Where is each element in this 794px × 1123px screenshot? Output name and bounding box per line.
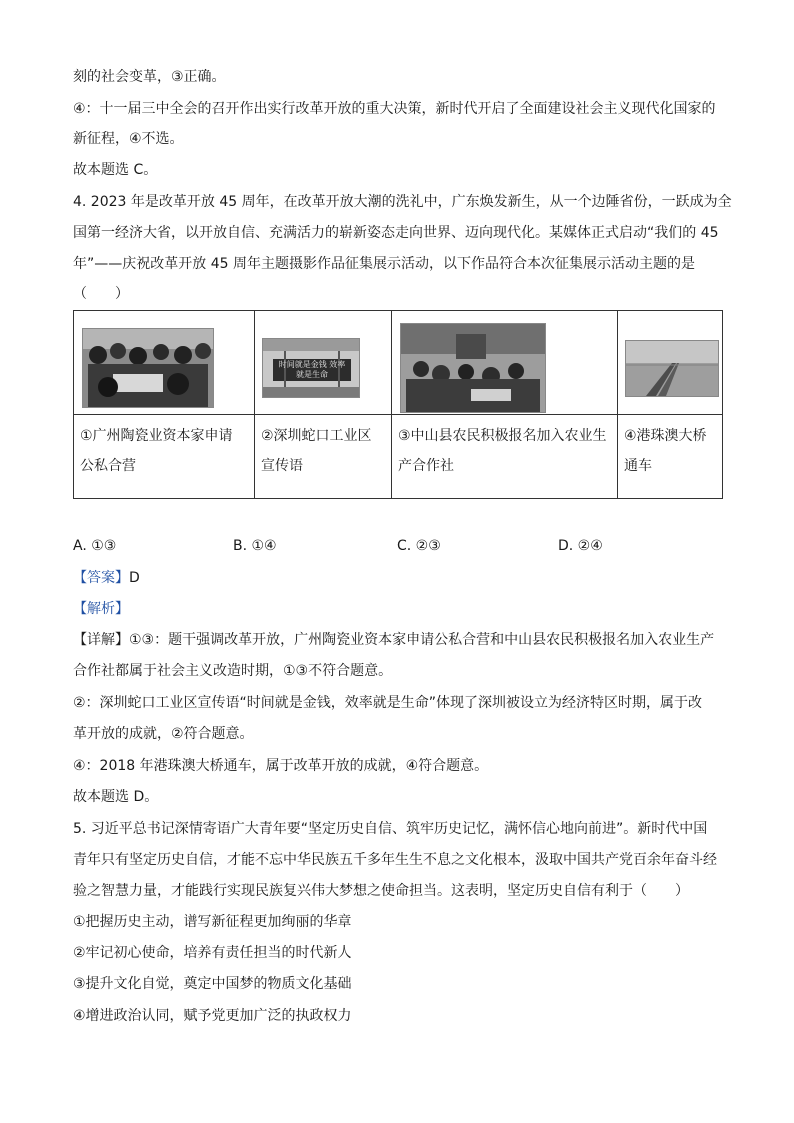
caption-2-line-2: 宣传语 bbox=[261, 458, 303, 474]
caption-4-line-2: 通车 bbox=[624, 458, 652, 474]
caption-3 bbox=[392, 415, 618, 499]
caption-1-line-1: ①广州陶瓷业资本家申请 bbox=[80, 428, 233, 444]
detail-line-2: 合作社都属于社会主义改造时期，①③不符合题意。 bbox=[73, 663, 393, 679]
cooperative-photo bbox=[400, 323, 546, 413]
caption-1 bbox=[74, 415, 255, 499]
answer-line bbox=[73, 568, 140, 588]
q4-stem-3: 年”——庆祝改革开放 45 周年主题摄影作品征集展示活动，以下作品符合本次征集展示活动主题的是 bbox=[73, 256, 695, 272]
detail-line-6: 故本题选 D。 bbox=[73, 789, 159, 805]
detail-label: 【详解】 bbox=[73, 632, 129, 648]
detail-line-4: 革开放的成就，②符合题意。 bbox=[73, 726, 254, 742]
caption-3-line-2: 产合作社 bbox=[398, 458, 454, 474]
q5-stem-2: 青年只有坚定历史自信，才能不忘中华民族五千多年生生不息之文化根本，汲取中国共产党百余年奋斗经 bbox=[73, 852, 717, 868]
detail-line-1 bbox=[73, 630, 714, 650]
caption-1-line-2: 公私合营 bbox=[80, 458, 136, 474]
answer-value: D bbox=[129, 570, 140, 586]
option-c: C. ②③ bbox=[397, 538, 441, 554]
prev-line-2: ④：十一届三中全会的召开作出实行改革开放的重大决策，新时代开启了全面建设社会主义现代化国家的 bbox=[73, 101, 716, 117]
caption-2-line-1: ②深圳蛇口工业区 bbox=[261, 428, 372, 444]
photo-cell-2 bbox=[255, 311, 392, 415]
q5-option-4: ④增进政治认同，赋予党更加广泛的执政权力 bbox=[73, 1008, 352, 1024]
analysis-label: 【解析】 bbox=[73, 601, 129, 617]
q5-stem-3: 验之智慧力量，才能践行实现民族复兴伟大梦想之使命担当。这表明，坚定历史自信有利于（ ） bbox=[73, 883, 689, 899]
detail-text-1: ①③：题干强调改革开放，广州陶瓷业资本家申请公私合营和中山县农民积极报名加入农业生产 bbox=[129, 632, 715, 648]
option-d: D. ②④ bbox=[558, 538, 603, 554]
q5-stem-1: 5. 习近平总书记深情寄语广大青年要“坚定历史自信、筑牢历史记忆，满怀信心地向前进”。新时代中国 bbox=[73, 821, 708, 837]
q5-option-3: ③提升文化自觉，奠定中国梦的物质文化基础 bbox=[73, 976, 352, 992]
option-a: A. ①③ bbox=[73, 538, 117, 554]
q4-photo-table bbox=[73, 310, 723, 499]
detail-line-3: ②：深圳蛇口工业区宣传语“时间就是金钱，效率就是生命”体现了深圳被设立为经济特区时期，属于改 bbox=[73, 695, 703, 711]
q4-stem-2: 国第一经济大省，以开放自信、充满活力的崭新姿态走向世界、迈向现代化。某媒体正式启动“我们的 45 bbox=[73, 225, 719, 241]
prev-line-1: 刻的社会变革，③正确。 bbox=[73, 69, 226, 85]
q4-stem-1: 4. 2023 年是改革开放 45 周年，在改革开放大潮的洗礼中，广东焕发新生，从一个边陲省份，一跃成为全 bbox=[73, 194, 732, 210]
q5-option-2: ②牢记初心使命，培养有责任担当的时代新人 bbox=[73, 945, 352, 961]
answer-label: 【答案】 bbox=[73, 570, 129, 586]
option-b: B. ①④ bbox=[233, 538, 277, 554]
caption-4 bbox=[618, 415, 723, 499]
photo-cell-3 bbox=[392, 311, 618, 415]
caption-2 bbox=[255, 415, 392, 499]
bridge-photo bbox=[625, 340, 719, 397]
q4-blank: （ ） bbox=[73, 286, 129, 302]
caption-3-line-1: ③中山县农民积极报名加入农业生 bbox=[398, 428, 607, 444]
slogan-banner-text: 时间就是金钱 效率就是生命 bbox=[278, 360, 346, 379]
ceramics-photo bbox=[82, 328, 214, 408]
prev-line-4: 故本题选 C。 bbox=[73, 162, 158, 178]
analysis-line bbox=[73, 599, 129, 619]
shekou-slogan-photo bbox=[262, 338, 360, 398]
detail-line-5: ④：2018 年港珠澳大桥通车，属于改革开放的成就，④符合题意。 bbox=[73, 758, 489, 774]
caption-4-line-1: ④港珠澳大桥 bbox=[624, 428, 707, 444]
q5-option-1: ①把握历史主动，谱写新征程更加绚丽的华章 bbox=[73, 914, 352, 930]
photo-cell-1 bbox=[74, 311, 255, 415]
prev-line-3: 新征程，④不选。 bbox=[73, 131, 184, 147]
photo-cell-4 bbox=[618, 311, 723, 415]
